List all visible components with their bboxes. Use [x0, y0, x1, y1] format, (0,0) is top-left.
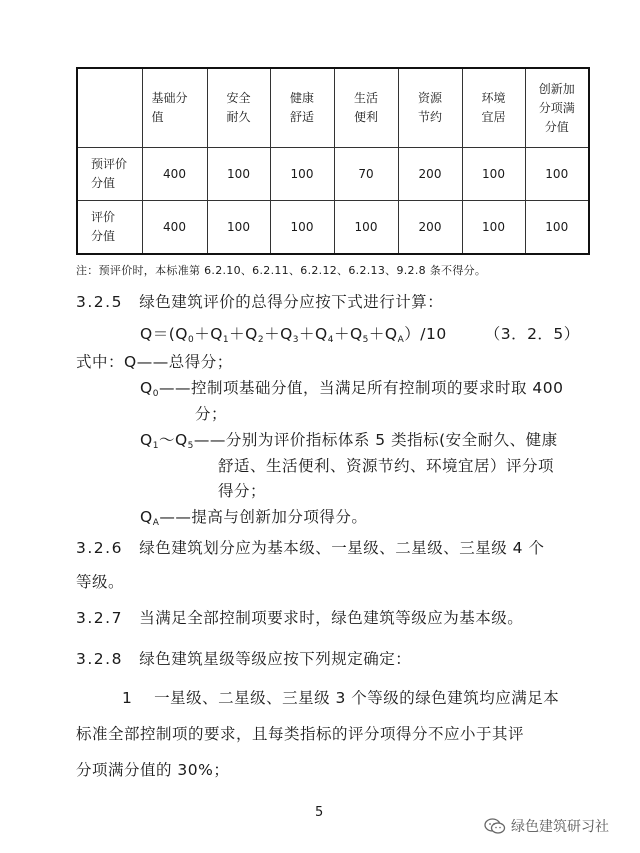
table-cell: 100 — [270, 148, 334, 201]
clause-number: 3.2.8 — [76, 650, 123, 668]
table-header-cell: 环境 宜居 — [462, 68, 525, 148]
clause-3-2-5 — [76, 290, 443, 312]
item-number: 1 — [122, 689, 133, 707]
clause-3-2-6-cont: 等级。 — [76, 573, 125, 591]
table-cell: 400 — [142, 201, 207, 255]
table-cell: 100 — [207, 201, 270, 255]
table-header-cell: 安全 耐久 — [207, 68, 270, 148]
q1-q5-definition-cont: 得分； — [218, 482, 267, 500]
table-cell: 100 — [334, 201, 398, 255]
clause-number: 3.2.7 — [76, 609, 123, 627]
table-note: 注：预评价时，本标准第 6.2.10、6.2.11、6.2.12、6.2.13、9.2.8 条不得分。 — [76, 264, 487, 277]
clause-text: 绿色建筑评价的总得分应按下式进行计算： — [139, 293, 444, 311]
clause-text: 绿色建筑星级等级应按下列规定确定： — [139, 650, 412, 668]
table-cell: 100 — [525, 148, 589, 201]
table-header-cell: 创新加 分项满 分值 — [525, 68, 589, 148]
table-cell: 100 — [525, 201, 589, 255]
q1-q5-definition: $Q_1\sim Q_5——$分别为评价指标体系 5 类指标(安全耐久、健康 — [140, 431, 558, 451]
table-cell: 100 — [207, 148, 270, 201]
table-cell: 200 — [398, 201, 462, 255]
table-corner-cell — [77, 68, 142, 148]
formula-number: （3．2．5） — [484, 325, 580, 343]
table-cell: 100 — [270, 201, 334, 255]
wechat-icon — [484, 818, 506, 834]
table-row — [77, 148, 589, 201]
score-table — [76, 67, 590, 255]
clause-text: 当满足全部控制项要求时，绿色建筑等级应为基本级。 — [139, 609, 524, 627]
formula: $Q=(Q_0+Q_1+Q_2+Q_3+Q_4+Q_5+Q_A)/10$ （3．2．5） — [140, 325, 580, 345]
clause-text: 绿色建筑划分应为基本级、一星级、二星级、三星级 4 个 — [139, 539, 545, 557]
watermark — [484, 816, 609, 836]
q0-definition: $Q_0——$控制项基础分值，当满足所有控制项的要求时取 400 — [140, 379, 564, 399]
table-header-cell: 资源 节约 — [398, 68, 462, 148]
item-1-cont: 分项满分值的 30%； — [76, 761, 230, 779]
q0-definition-cont: 分； — [195, 405, 228, 423]
table-header-cell: 基础分 值 — [142, 68, 207, 148]
where-line: 式中：Q——总得分； — [76, 353, 233, 371]
page-number: 5 — [315, 805, 324, 820]
table-cell: 400 — [142, 148, 207, 201]
clause-3-2-8 — [76, 647, 411, 669]
table-header-cell: 健康 舒适 — [270, 68, 334, 148]
table-cell: 100 — [462, 201, 525, 255]
table-header-row — [77, 68, 589, 148]
table-header-cell: 生活 便利 — [334, 68, 398, 148]
formula-tail: ）/10 — [404, 325, 447, 343]
row-label-cell: 预评价 分值 — [77, 148, 142, 201]
table-cell: 70 — [334, 148, 398, 201]
item-1-cont: 标准全部控制项的要求，且每类指标的评分项得分不应小于其评 — [76, 725, 525, 743]
item-text: 一星级、二星级、三星级 3 个等级的绿色建筑均应满足本 — [154, 689, 560, 707]
q1-q5-definition-cont: 舒适、生活便利、资源节约、环境宜居）评分项 — [218, 457, 555, 475]
clause-number: 3.2.5 — [76, 293, 123, 311]
clause-number: 3.2.6 — [76, 539, 123, 557]
table-row — [77, 201, 589, 255]
clause-3-2-6 — [76, 536, 544, 558]
table-cell: 200 — [398, 148, 462, 201]
item-1 — [122, 686, 559, 708]
qa-definition: $Q_A——$提高与创新加分项得分。 — [140, 508, 368, 528]
table-cell: 100 — [462, 148, 525, 201]
clause-3-2-7 — [76, 606, 523, 628]
row-label-cell: 评价 分值 — [77, 201, 142, 255]
watermark-text: 绿色建筑研习社 — [511, 819, 609, 835]
